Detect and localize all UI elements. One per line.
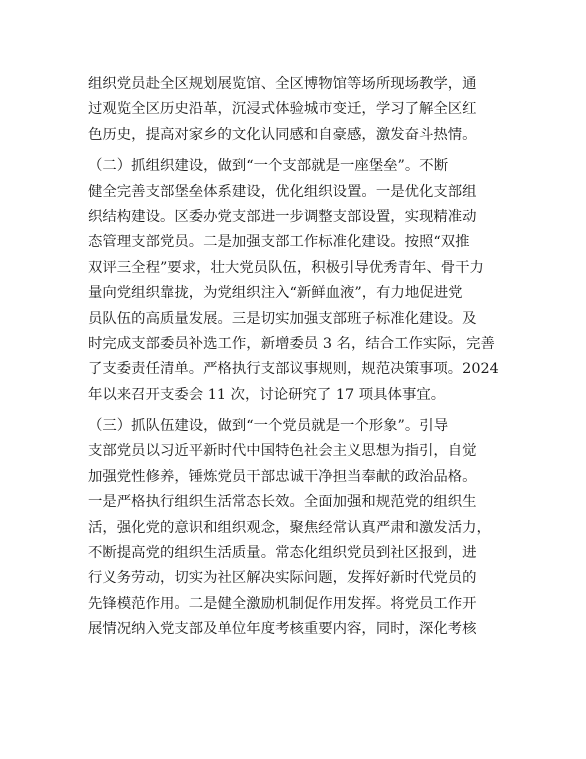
document-body <box>88 72 500 643</box>
text-line: 织结构建设。区委办党支部进一步调整支部设置，实现精准动 <box>88 208 477 225</box>
text-line: （三）抓队伍建设，做到“一个党员就是一个形象”。引导 <box>88 418 449 435</box>
paragraph-1 <box>88 72 500 148</box>
text-line: 健全完善支部堡垒体系建设，优化组织设置。一是优化支部组 <box>88 183 477 200</box>
text-line: 组织党员赴全区规划展览馆、全区博物馆等场所现场教学，通 <box>88 76 477 92</box>
text-line: 加强党性修养，锤炼党员干部忠诚干净担当奉献的政治品格。 <box>88 468 477 485</box>
text-line: 支部党员以习近平新时代中国特色社会主义思想为指引，自觉 <box>88 443 477 460</box>
text-line: 过观览全区历史沿革，沉浸式体验城市变迁，学习了解全区红 <box>88 101 477 118</box>
text-line: 不断提高党的组织生活质量。常态化组织党员到社区报到，进 <box>88 545 477 562</box>
text-line: 态管理支部党员。二是加强支部工作标准化建设。按照“双推 <box>88 234 470 251</box>
text-line: 展情况纳入党支部及单位年度考核重要内容，同时，深化考核 <box>88 621 477 638</box>
text-line: 量向党组织靠拢，为党组织注入“新鲜血液”，有力地促进党 <box>88 285 463 302</box>
text-line: 行义务劳动，切实为社区解决实际问题，发挥好新时代党员的 <box>88 570 477 587</box>
text-line: 了支委责任清单。严格执行支部议事规则，规范决策事项。2024 <box>88 361 499 378</box>
paragraph-2 <box>88 154 500 408</box>
text-line: 先锋模范作用。二是健全激励机制促作用发挥。将党员工作开 <box>88 595 477 612</box>
text-line: （二）抓组织建设，做到“一个支部就是一座堡垒”。不断 <box>88 158 449 175</box>
paragraph-3 <box>88 414 500 643</box>
text-line: 色历史，提高对家乡的文化认同感和自豪感，激发奋斗热情。 <box>88 126 477 143</box>
text-line: 时完成支部委员补选工作，新增委员 3 名，结合工作实际，完善 <box>88 335 495 352</box>
text-line: 员队伍的高质量发展。三是切实加强支部班子标准化建设。及 <box>88 310 477 327</box>
text-line: 活，强化党的意识和组织观念，聚焦经常认真严肃和激发活力， <box>88 519 491 536</box>
text-line: 一是严格执行组织生活常态长效。全面加强和规范党的组织生 <box>88 494 477 511</box>
text-line: 双评三全程”要求，壮大党员队伍，积极引导优秀青年、骨干力 <box>88 259 484 276</box>
text-line: 年以来召开支委会 11 次，讨论研究了 17 项具体事宜。 <box>88 386 446 403</box>
